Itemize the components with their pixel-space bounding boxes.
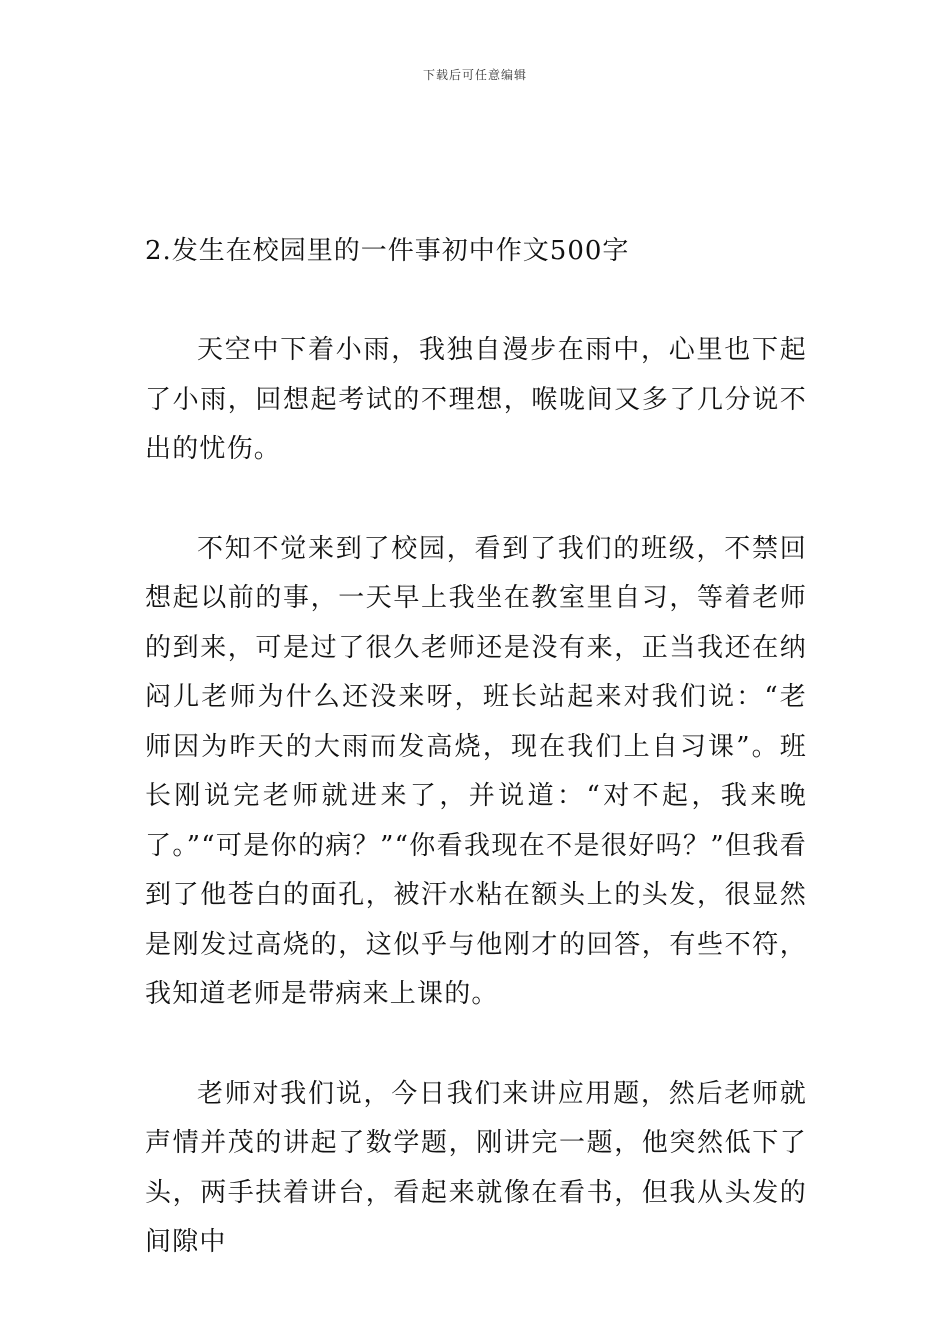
document-title: 2.发生在校园里的一件事初中作文500字 (145, 236, 630, 266)
paragraph-1: 天空中下着小雨，我独自漫步在雨中，心里也下起了小雨，回想起考试的不理想，喉咙间又多了几分说不出的忧伤。 (145, 335, 807, 464)
header-note: 下载后可任意编辑 (422, 68, 527, 82)
paragraph-3: 老师对我们说，今日我们来讲应用题，然后老师就声情并茂的讲起了数学题，刚讲完一题，他突然低下了头，两手扶着讲台，看起来就像在看书，但我从头发的间隙中 (145, 1078, 807, 1257)
paragraph-2: 不知不觉来到了校园，看到了我们的班级，不禁回想起以前的事，一天早上我坐在教室里自习，等着老师的到来，可是过了很久老师还是没有来，正当我还在纳闷儿老师为什么还没来呀，班长站起来对我们说：“老师因为昨天的大雨而发高烧，现在我们上自习课”。班长刚说完老师就进来了，并说道：“对不起，我来晚了。”“可是你的病？”“你看我现在不是很好吗？”但我看到了他苍白的面孔，被汗水粘在额头上的头发，很显然是刚发过高烧的，这似乎与他刚才的回答，有些不符，我知道老师是带病来上课的。 (145, 533, 807, 1009)
document-body (145, 226, 807, 1318)
